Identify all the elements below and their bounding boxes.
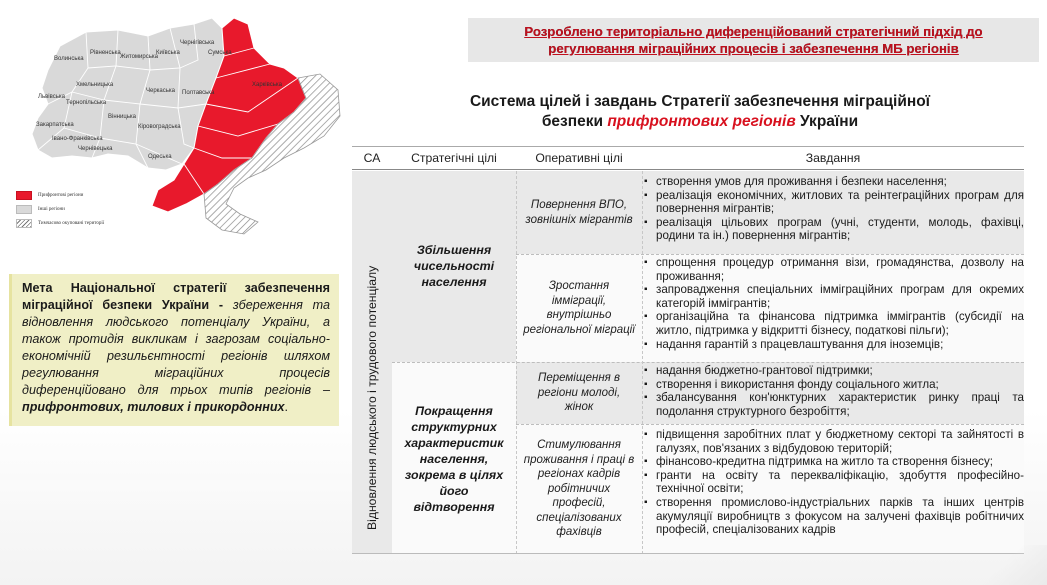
goal-lead: Мета Національної стратегії забезпечення міграційної безпеки України - xyxy=(22,281,330,312)
legend-swatch-red xyxy=(16,191,32,200)
legend-item-frontline xyxy=(16,189,156,201)
task-item: ▪ реалізація економічних, житлових та реінтеграційних програм для повернення мігрантів; xyxy=(642,189,1024,216)
map-label-sumy: Сумська xyxy=(208,50,232,56)
map-label-kirovohrad: Кіровоградська xyxy=(138,124,181,130)
legend-item-occupied xyxy=(16,217,156,229)
legend-label: Прифронтові регіони xyxy=(38,192,84,198)
banner-text xyxy=(524,23,982,57)
operational-goal-3: Переміщення в регіони молоді, жінок xyxy=(537,372,621,414)
map-label-poltava: Полтавська xyxy=(182,90,215,96)
sa-label: Відновлення людського і трудового потенціалу xyxy=(365,265,379,530)
tasks-group-2 xyxy=(642,256,1024,351)
title-line-1: Система цілей і завдань Стратегії забезпечення міграційної xyxy=(469,93,931,110)
tasks-group-1 xyxy=(642,175,1024,243)
legend-label: Інші регіони xyxy=(38,206,65,212)
operational-goal-4: Стимулювання проживання і праці в регіонах кадрів робітничих професій, спеціалізованих фахівців xyxy=(523,439,635,539)
decorative-corner xyxy=(977,545,1047,585)
task-item: ▪ створення і використання фонду соціального житла; xyxy=(642,378,1024,392)
goal-end: . xyxy=(284,400,289,414)
legend-swatch-hatch xyxy=(16,219,32,228)
tasks-group-3 xyxy=(642,364,1024,418)
strategic-goal-2: Покращення структурних характеристик населення, зокрема в цілях його відтворення xyxy=(404,404,504,514)
header-sa: СА xyxy=(352,146,392,170)
map-label-khmelnytskyi: Хмельницька xyxy=(76,82,114,88)
top-banner xyxy=(468,18,1039,62)
task-item: ▪ фінансово-кредитна підтримка на житло та створення бізнесу; xyxy=(642,455,1024,469)
map-label-lviv: Львівська xyxy=(38,94,65,100)
row-separator xyxy=(392,362,1024,363)
header-strategic-goals: Стратегічні цілі xyxy=(392,146,516,170)
map-label-volyn: Волинська xyxy=(54,56,84,62)
goal-body: збереження та відновлення людського потенціалу України, а також протидія викликам і загрозам соціально-економічній резильєнтності регіонів шляхом регулювання міграційних процесів диференційовано для трьох типів регіонів – xyxy=(22,298,330,397)
legend-item-other xyxy=(16,203,156,215)
map-label-chernivtsi: Чернівецька xyxy=(78,146,113,152)
task-item: ▪ створення умов для проживання і безпеки населення; xyxy=(642,175,1024,189)
title-line-2-start: безпеки xyxy=(541,113,608,130)
task-item: ▪ підвищення заробітних плат у бюджетному секторі та зайнятості в галузях, пов'язаних з відбудовою територій; xyxy=(642,428,1024,455)
map-label-rivne: Рівненська xyxy=(90,50,121,56)
banner-line-2: регулювання міграційних процесів і забезпечення МБ регіонів xyxy=(548,41,959,56)
map-label-kyiv: Київська xyxy=(156,50,180,56)
task-item: ▪ створення промислово-індустріальних парків та інших центрів акумуляції виробництв з фокусом на залучені фахівців робітничих професій, спеціалізованих кадрів xyxy=(642,496,1024,537)
map-label-cherkasy: Черкаська xyxy=(146,88,175,94)
map-label-ternopil: Тернопільська xyxy=(66,100,107,106)
header-tasks: Завдання xyxy=(642,146,1024,170)
map-label-odesa: Одеська xyxy=(148,154,172,160)
task-item: ▪ збалансування кон'юнктурних характеристик ринку праці та подолання структурного безробіття; xyxy=(642,391,1024,418)
map-label-kharkiv: Харківська xyxy=(252,82,282,88)
tasks-group-4 xyxy=(642,428,1024,537)
map-label-zhytomyr: Житомирська xyxy=(120,54,158,60)
task-item: ▪ спрощення процедур отримання візи, громадянства, дозволу на проживання; xyxy=(642,256,1024,283)
map-label-ivano-frankivsk: Івано-Франківська xyxy=(52,136,103,142)
table-bottom-border xyxy=(352,553,1024,554)
page-title xyxy=(440,92,960,132)
task-item: ▪ гранти на освіту та перекваліфікацію, здобуття професійно-технічної освіти; xyxy=(642,469,1024,496)
task-item: ▪ реалізація цільових програм (учні, студенти, молодь, фахівці, родини та ін.) повернення мігрантів; xyxy=(642,216,1024,243)
operational-goal-2: Зростання імміграції, внутрішньо регіональної міграції xyxy=(523,280,635,336)
banner-line-1: Розроблено територіально диференційований стратегічний підхід до xyxy=(524,24,983,39)
task-item: ▪ надання гарантій з працевлаштування для іноземців; xyxy=(642,338,1024,352)
map-legend xyxy=(16,189,156,231)
legend-label: Тимчасово окуповані території xyxy=(38,220,105,226)
operational-goal-1: Повернення ВПО, зовнішніх мігрантів xyxy=(525,199,633,226)
goals-table xyxy=(352,146,1024,554)
goal-tail: прифронтових, тилових і прикордонних xyxy=(22,400,285,414)
map-label-zakarpattia: Закарпатська xyxy=(36,122,74,128)
task-item: ▪ запровадження спеціальних імміграційних програм для окремих категорій іммігрантів; xyxy=(642,283,1024,310)
title-line-2-end: України xyxy=(795,113,859,130)
task-item: ▪ надання бюджетно-грантової підтримки; xyxy=(642,364,1024,378)
strategy-goal-box xyxy=(9,274,339,426)
task-item: ▪ організаційна та фінансова підтримка іммігрантів (субсидії на житло, підтримка у відкритті бізнесу, податкові пільги); xyxy=(642,310,1024,337)
strategic-goal-1: Збільшення чисельності населення xyxy=(413,243,495,289)
title-highlight: прифронтових регіонів xyxy=(607,113,796,130)
header-operational-goals: Оперативні цілі xyxy=(516,146,642,170)
map-label-chernihiv: Чернігівська xyxy=(180,40,215,46)
map-label-vinnytsia: Вінницька xyxy=(108,114,136,120)
legend-swatch-gray xyxy=(16,205,32,214)
